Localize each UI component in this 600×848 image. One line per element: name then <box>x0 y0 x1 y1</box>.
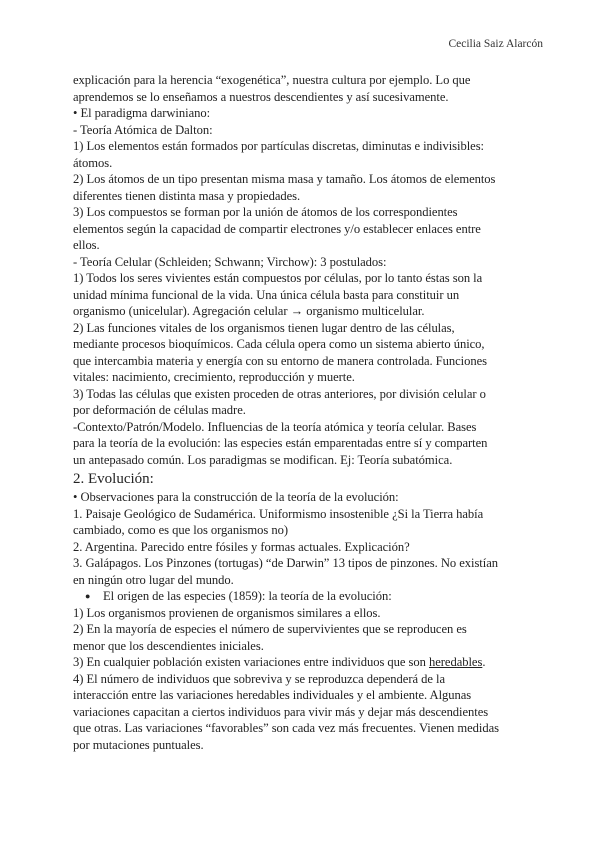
text-line: un antepasado común. Los paradigmas se modifican. Ej: Teoría subatómica. <box>73 452 453 467</box>
text-line: 2) En la mayoría de especies el número de supervivientes que se reproducen es <box>73 622 467 636</box>
text-line: • El paradigma darwiniano: <box>73 106 211 120</box>
text-line: 2. Argentina. Parecido entre fósiles y formas actuales. Explicación? <box>73 539 410 554</box>
bullet-item-text: El origen de las especies (1859): la teoría de la evolución: <box>103 589 392 603</box>
text-line: mediante procesos bioquímicos. Cada célula opera como un sistema abierto único, <box>73 337 485 351</box>
text-line: menor que los descendientes iniciales. <box>73 638 264 653</box>
text-line: 1. Paisaje Geológico de Sudamérica. Uniformismo insostenible ¿Si la Tierra había <box>73 506 484 521</box>
text-line: variaciones capacitan a ciertos individuos para vivir más y dejar más descendientes <box>73 704 489 719</box>
section-heading: 2. Evolución: <box>73 471 154 487</box>
text-line: 3) Los compuestos se forman por la unión de átomos de los correspondientes <box>73 205 458 219</box>
text-line: 4) El número de individuos que sobreviva y se reproduzca dependerá de la <box>73 671 445 686</box>
page-header-author: Cecilia Saiz Alarcón <box>448 38 543 50</box>
text-line: aprendemos se lo enseñamos a nuestros descendientes y así sucesivamente. <box>73 89 449 104</box>
text-line: 3. Galápagos. Los Pinzones (tortugas) “de Darwin” 13 tipos de pinzones. No existían <box>73 556 498 570</box>
text-line: en ningún otro lugar del mundo. <box>73 572 234 587</box>
text-line: 2) Los átomos de un tipo presentan misma masa y tamaño. Los átomos de elementos <box>73 172 496 186</box>
text-line: 2) Las funciones vitales de los organismos tienen lugar dentro de las células, <box>73 320 455 335</box>
text-line: • Observaciones para la construcción de la teoría de la evolución: <box>73 490 399 504</box>
text-line: 3) Todas las células que existen proceden de otras anteriores, por división celular o <box>73 386 486 401</box>
bullet-dot-icon: ● <box>85 591 91 601</box>
text-line: organismo (unicelular). Agregación celular → organismo multicelular. <box>73 304 425 318</box>
text-line: - Teoría Celular (Schleiden; Schwann; Virchow): 3 postulados: <box>73 254 387 269</box>
text-line: - Teoría Atómica de Dalton: <box>73 122 213 137</box>
text-line: 1) Los organismos provienen de organismos similares a ellos. <box>73 605 381 620</box>
text-segment: . <box>482 655 486 669</box>
text-segment: 3) En cualquier población existen variaciones entre individuos que son <box>73 655 429 669</box>
text-line: vitales: nacimiento, crecimiento, reproducción y muerte. <box>73 370 355 384</box>
text-line: interacción entre las variaciones heredables individuales y el ambiente. Algunas <box>73 688 472 702</box>
text-line: cambiado, como es que los organismos no) <box>73 523 288 537</box>
text-line-heredables <box>73 654 543 671</box>
text-line: unidad mínima funcional de la vida. Una única célula basta para constituir un <box>73 287 460 302</box>
text-line: por mutaciones puntuales. <box>73 737 204 752</box>
text-line: para la teoría de la evolución: las especies están emparentadas entre sí y comparten <box>73 436 488 450</box>
text-line: 1) Los elementos están formados por partículas discretas, diminutas e indivisibles: <box>73 139 485 153</box>
text-line: ellos. <box>73 238 100 252</box>
text-line: que intercambia materia y energía con su entorno de manera controlada. Funciones <box>73 353 487 368</box>
text-line: -Contexto/Patrón/Modelo. Influencias de la teoría atómica y teoría celular. Bases <box>73 419 477 434</box>
document-body <box>73 72 543 753</box>
text-line: explicación para la herencia “exogenética”, nuestra cultura por ejemplo. Lo que <box>73 73 471 87</box>
text-line: elementos según la capacidad de compartir electrones y/o establecer enlaces entre <box>73 221 481 236</box>
text-line: diferentes tienen distinta masa y propiedades. <box>73 188 301 203</box>
text-line: átomos. <box>73 155 113 170</box>
text-line: que otras. Las variaciones “favorables” son cada vez más frecuentes. Vienen medidas <box>73 721 500 735</box>
bullet-item <box>73 588 543 605</box>
underlined-word: heredables <box>428 655 483 669</box>
text-line: 1) Todos los seres vivientes están compuestos por células, por lo tanto éstas son la <box>73 271 483 285</box>
text-line: por deformación de células madre. <box>73 403 246 417</box>
